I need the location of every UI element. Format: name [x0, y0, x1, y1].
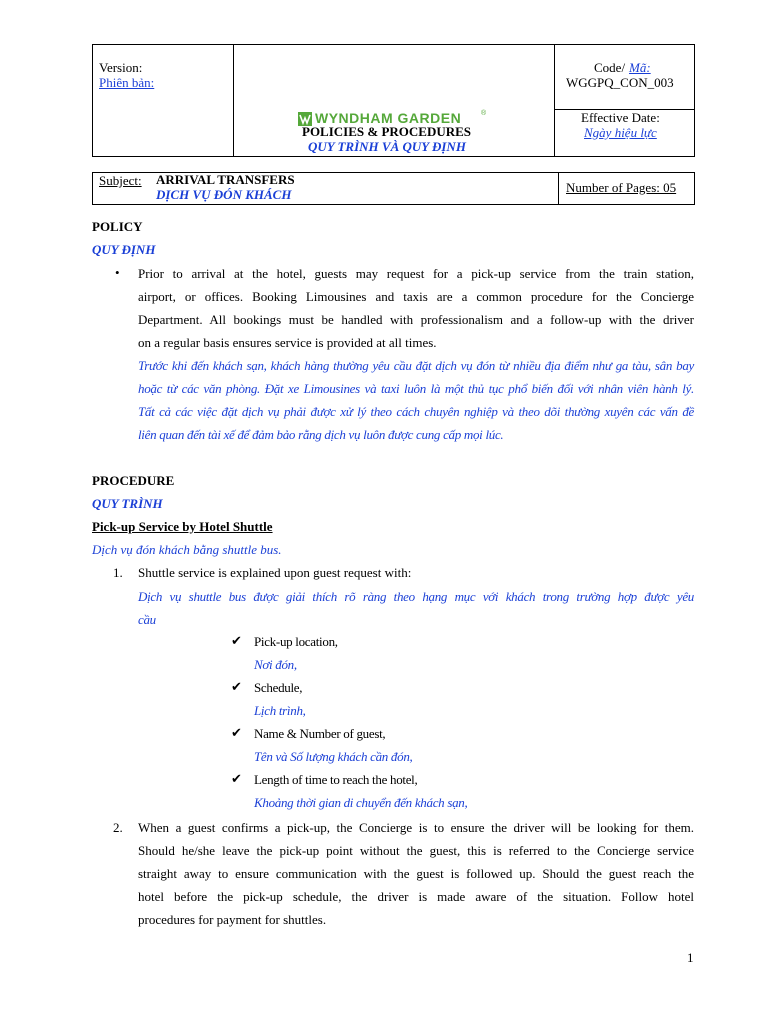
checklist-item-vi: Nơi đón, [254, 657, 297, 672]
checklist-item: Schedule, [254, 680, 303, 695]
subject-title: ARRIVAL TRANSFERS [156, 172, 295, 187]
policy-vi-line-4: liên quan đến tài xế để đảm bảo rằng dịch vụ luôn được cung cấp mọi lúc. [138, 427, 504, 442]
checklist-item-vi: Khoảng thời gian di chuyển đến khách sạn, [254, 795, 468, 810]
checkmark-icon: ✔ [231, 772, 242, 787]
item-1-text: Shuttle service is explained upon guest request with: [138, 565, 412, 580]
procedure-subheading: Pick-up Service by Hotel Shuttle [92, 519, 273, 534]
logo-text: WYNDHAM GARDEN [315, 110, 462, 126]
code-value: WGGPQ_CON_003 [566, 75, 674, 90]
item-2-line-4: hotel before the pick-up schedule, the driver is made aware of the situation. Follow hotel [138, 889, 694, 904]
version-label-vi: Phiên bản: [99, 75, 155, 90]
subject-label: Subject: [99, 173, 142, 188]
checklist-item: Pick-up location, [254, 634, 338, 649]
subject-title-vi: DỊCH VỤ ĐÓN KHÁCH [156, 187, 292, 202]
document-title: POLICIES & PROCEDURES [302, 124, 472, 139]
policy-bullet: • [115, 265, 120, 280]
item-2-line-1: When a guest confirms a pick-up, the Concierge is to ensure the driver will be looking for them. [138, 820, 694, 835]
document-title-vi: QUY TRÌNH VÀ QUY ĐỊNH [308, 139, 466, 154]
item-1-text-vi-2: cầu [138, 612, 156, 627]
policy-vi-line-3: Tất cả các việc đặt dịch vụ phải được xử lý theo cách chuyên nghiệp và theo dõi thường xuyên các vấn đề [138, 404, 694, 419]
item-1-text-vi-1: Dịch vụ shuttle bus được giải thích rõ ràng theo hạng mục với khách trong trường hợp được yêu [138, 589, 694, 604]
policy-line-1: Prior to arrival at the hotel, guests may request for a pick-up service from the train station, [138, 266, 694, 281]
policy-heading: POLICY [92, 219, 143, 234]
code-label-vi: Mã: [629, 60, 651, 75]
policy-vi-line-2: hoặc từ các văn phòng. Đặt xe Limousines và taxi luôn là một thủ tục phổ biến đối với nhân viên hành lý. [138, 381, 694, 396]
item-2-line-2: Should he/she leave the pick-up point without the guest, this is referred to the Concierge service [138, 843, 694, 858]
policy-line-2: airport, or offices. Booking Limousines and taxis are a common procedure for the Concierge [138, 289, 694, 304]
effective-date-label-vi: Ngày hiệu lực [584, 125, 657, 140]
item-2-line-3: straight away to ensure communication with the guest is followed up. Should the guest reach the [138, 866, 694, 881]
procedure-heading-vi: QUY TRÌNH [92, 496, 163, 511]
code-label: Code/ [594, 60, 626, 75]
effective-date-label: Effective Date: [581, 110, 660, 125]
logo-registered-mark: ® [481, 110, 487, 117]
item-1-number: 1. [113, 565, 123, 580]
policy-line-4: on a regular basis ensures service is provided at all times. [138, 335, 437, 350]
checkmark-icon: ✔ [231, 634, 242, 649]
item-2-number: 2. [113, 820, 123, 835]
page-number: 1 [687, 950, 694, 965]
checklist-item-vi: Lịch trình, [254, 703, 306, 718]
version-label: Version: [99, 60, 143, 75]
item-2-line-5: procedures for payment for shuttles. [138, 912, 327, 927]
policy-heading-vi: QUY ĐỊNH [92, 242, 156, 257]
checklist-item: Name & Number of guest, [254, 726, 386, 741]
procedure-heading: PROCEDURE [92, 473, 175, 488]
checkmark-icon: ✔ [231, 680, 242, 695]
procedure-subheading-vi: Dịch vụ đón khách bằng shuttle bus. [92, 542, 282, 557]
policy-line-3: Department. All bookings must be handled with professionalism and a follow-up with the driver [138, 312, 694, 327]
checklist-item: Length of time to reach the hotel, [254, 772, 418, 787]
policy-vi-line-1: Trước khi đến khách sạn, khách hàng thường yêu cầu đặt dịch vụ đón từ nhiều địa điểm như ga tàu, sân bay [138, 358, 694, 373]
page-count: Number of Pages: 05 [566, 180, 677, 195]
checkmark-icon: ✔ [231, 726, 242, 741]
checklist-item-vi: Tên và Số lượng khách cần đón, [254, 749, 413, 764]
